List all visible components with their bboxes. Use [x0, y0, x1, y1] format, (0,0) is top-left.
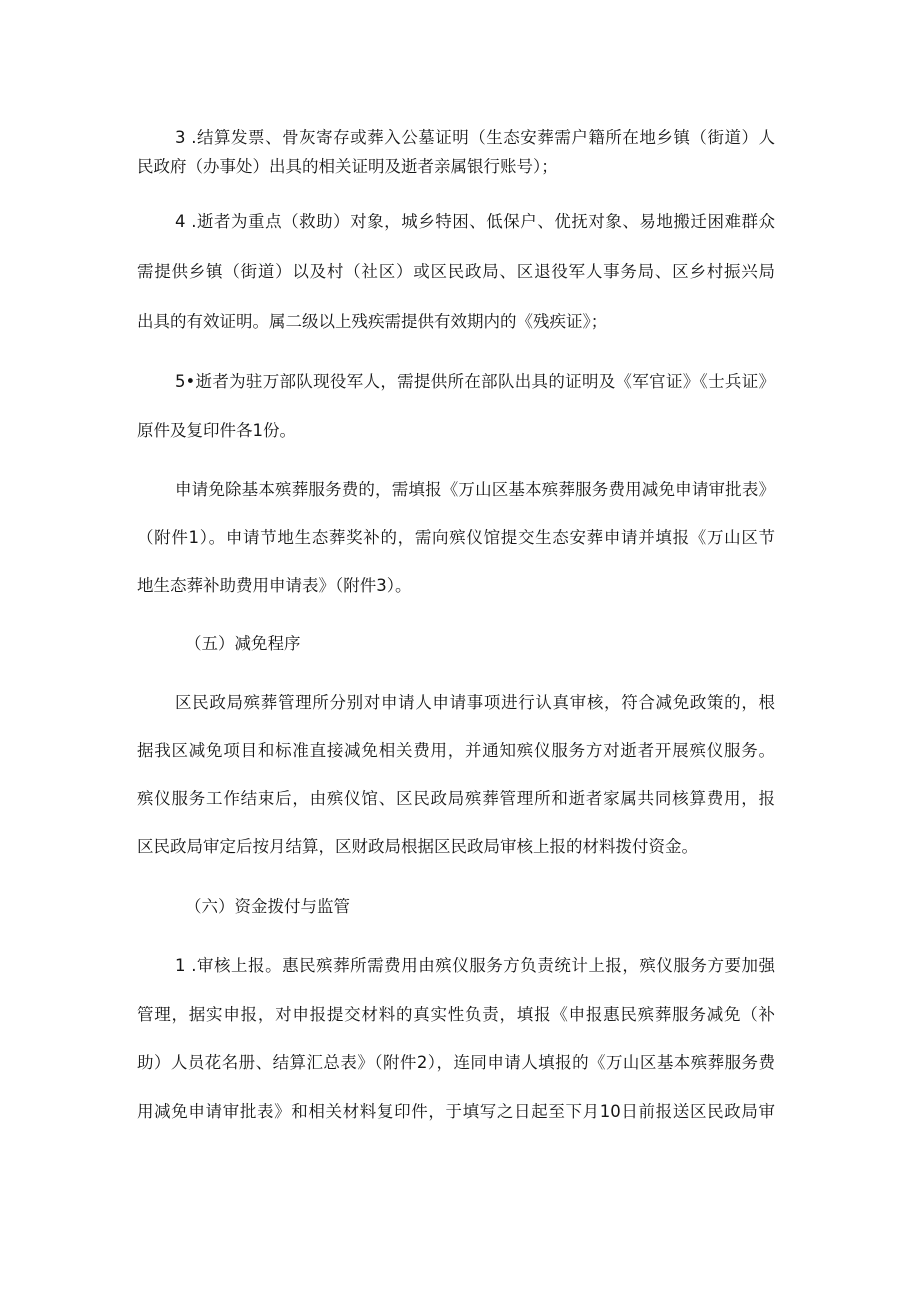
paragraph-line: 殡仪服务工作结束后，由殡仪馆、区民政局殡葬管理所和逝者家属共同核算费用，报: [137, 789, 775, 808]
paragraph-review-report: [137, 942, 775, 1136]
paragraph-line: 区民政局殡葬管理所分别对申请人申请事项进行认真审核，符合减免政策的，根: [175, 693, 775, 712]
paragraph-line: 出具的有效证明。属二级以上残疾需提供有效期内的《残疾证》；: [137, 312, 608, 331]
paragraph-line: 原件及复印件各1份。: [137, 421, 296, 440]
paragraph-procedure: [137, 679, 775, 871]
paragraph-line: 1 .审核上报。惠民殡葬所需费用由殡仪服务方负责统计上报，殡仪服务方要加强: [175, 956, 775, 975]
paragraph-line: 需提供乡镇（街道）以及村（社区）或区民政局、区退役军人事务局、区乡村振兴局: [137, 262, 775, 281]
paragraph-line: 用减免申请审批表》和相关材料复印件，于填写之日起至下月10日前报送区民政局审: [137, 1101, 775, 1121]
paragraph-line: 民政府（办事处）出具的相关证明及逝者亲属银行账号）；: [137, 157, 558, 176]
paragraph-application-forms: [137, 466, 775, 610]
section-heading-6: （六）资金拨付与监管: [185, 897, 350, 916]
section-heading-5: （五）减免程序: [185, 634, 301, 653]
paragraph-item-4: [137, 197, 775, 347]
paragraph-line: 管理，据实申报，对申报提交材料的真实性负责，填报《申报惠民殡葬服务减免（补: [137, 1004, 775, 1024]
paragraph-line: 区民政局审定后按月结算，区财政局根据区民政局审核上报的材料拨付资金。: [137, 837, 698, 856]
paragraph-line: 据我区减免项目和标准直接减免相关费用，并通知殡仪服务方对逝者开展殡仪服务。: [137, 741, 775, 760]
paragraph-line: 3 .结算发票、骨灰寄存或葬入公墓证明（生态安葬需户籍所在地乡镇（街道）人: [175, 128, 775, 147]
paragraph-line: 助）人员花名册、结算汇总表》（附件2），连同申请人填报的《万山区基本殡葬服务费: [137, 1053, 775, 1072]
paragraph-line: 申请免除基本殡葬服务费的，需填报《万山区基本殡葬服务费用减免申请审批表》: [175, 480, 775, 499]
paragraph-line: 5•逝者为驻万部队现役军人，需提供所在部队出具的证明及《军官证》《士兵证》: [175, 372, 775, 391]
paragraph-item-3: [137, 123, 775, 181]
paragraph-line: 4 .逝者为重点（救助）对象，城乡特困、低保户、优抚对象、易地搬迁困难群众: [175, 212, 775, 231]
paragraph-line: （附件1）。申请节地生态葬奖补的，需向殡仪馆提交生态安葬申请并填报《万山区节: [137, 528, 775, 547]
paragraph-line: 地生态葬补助费用申请表》（附件3）。: [137, 576, 412, 595]
paragraph-item-5: [137, 357, 775, 455]
